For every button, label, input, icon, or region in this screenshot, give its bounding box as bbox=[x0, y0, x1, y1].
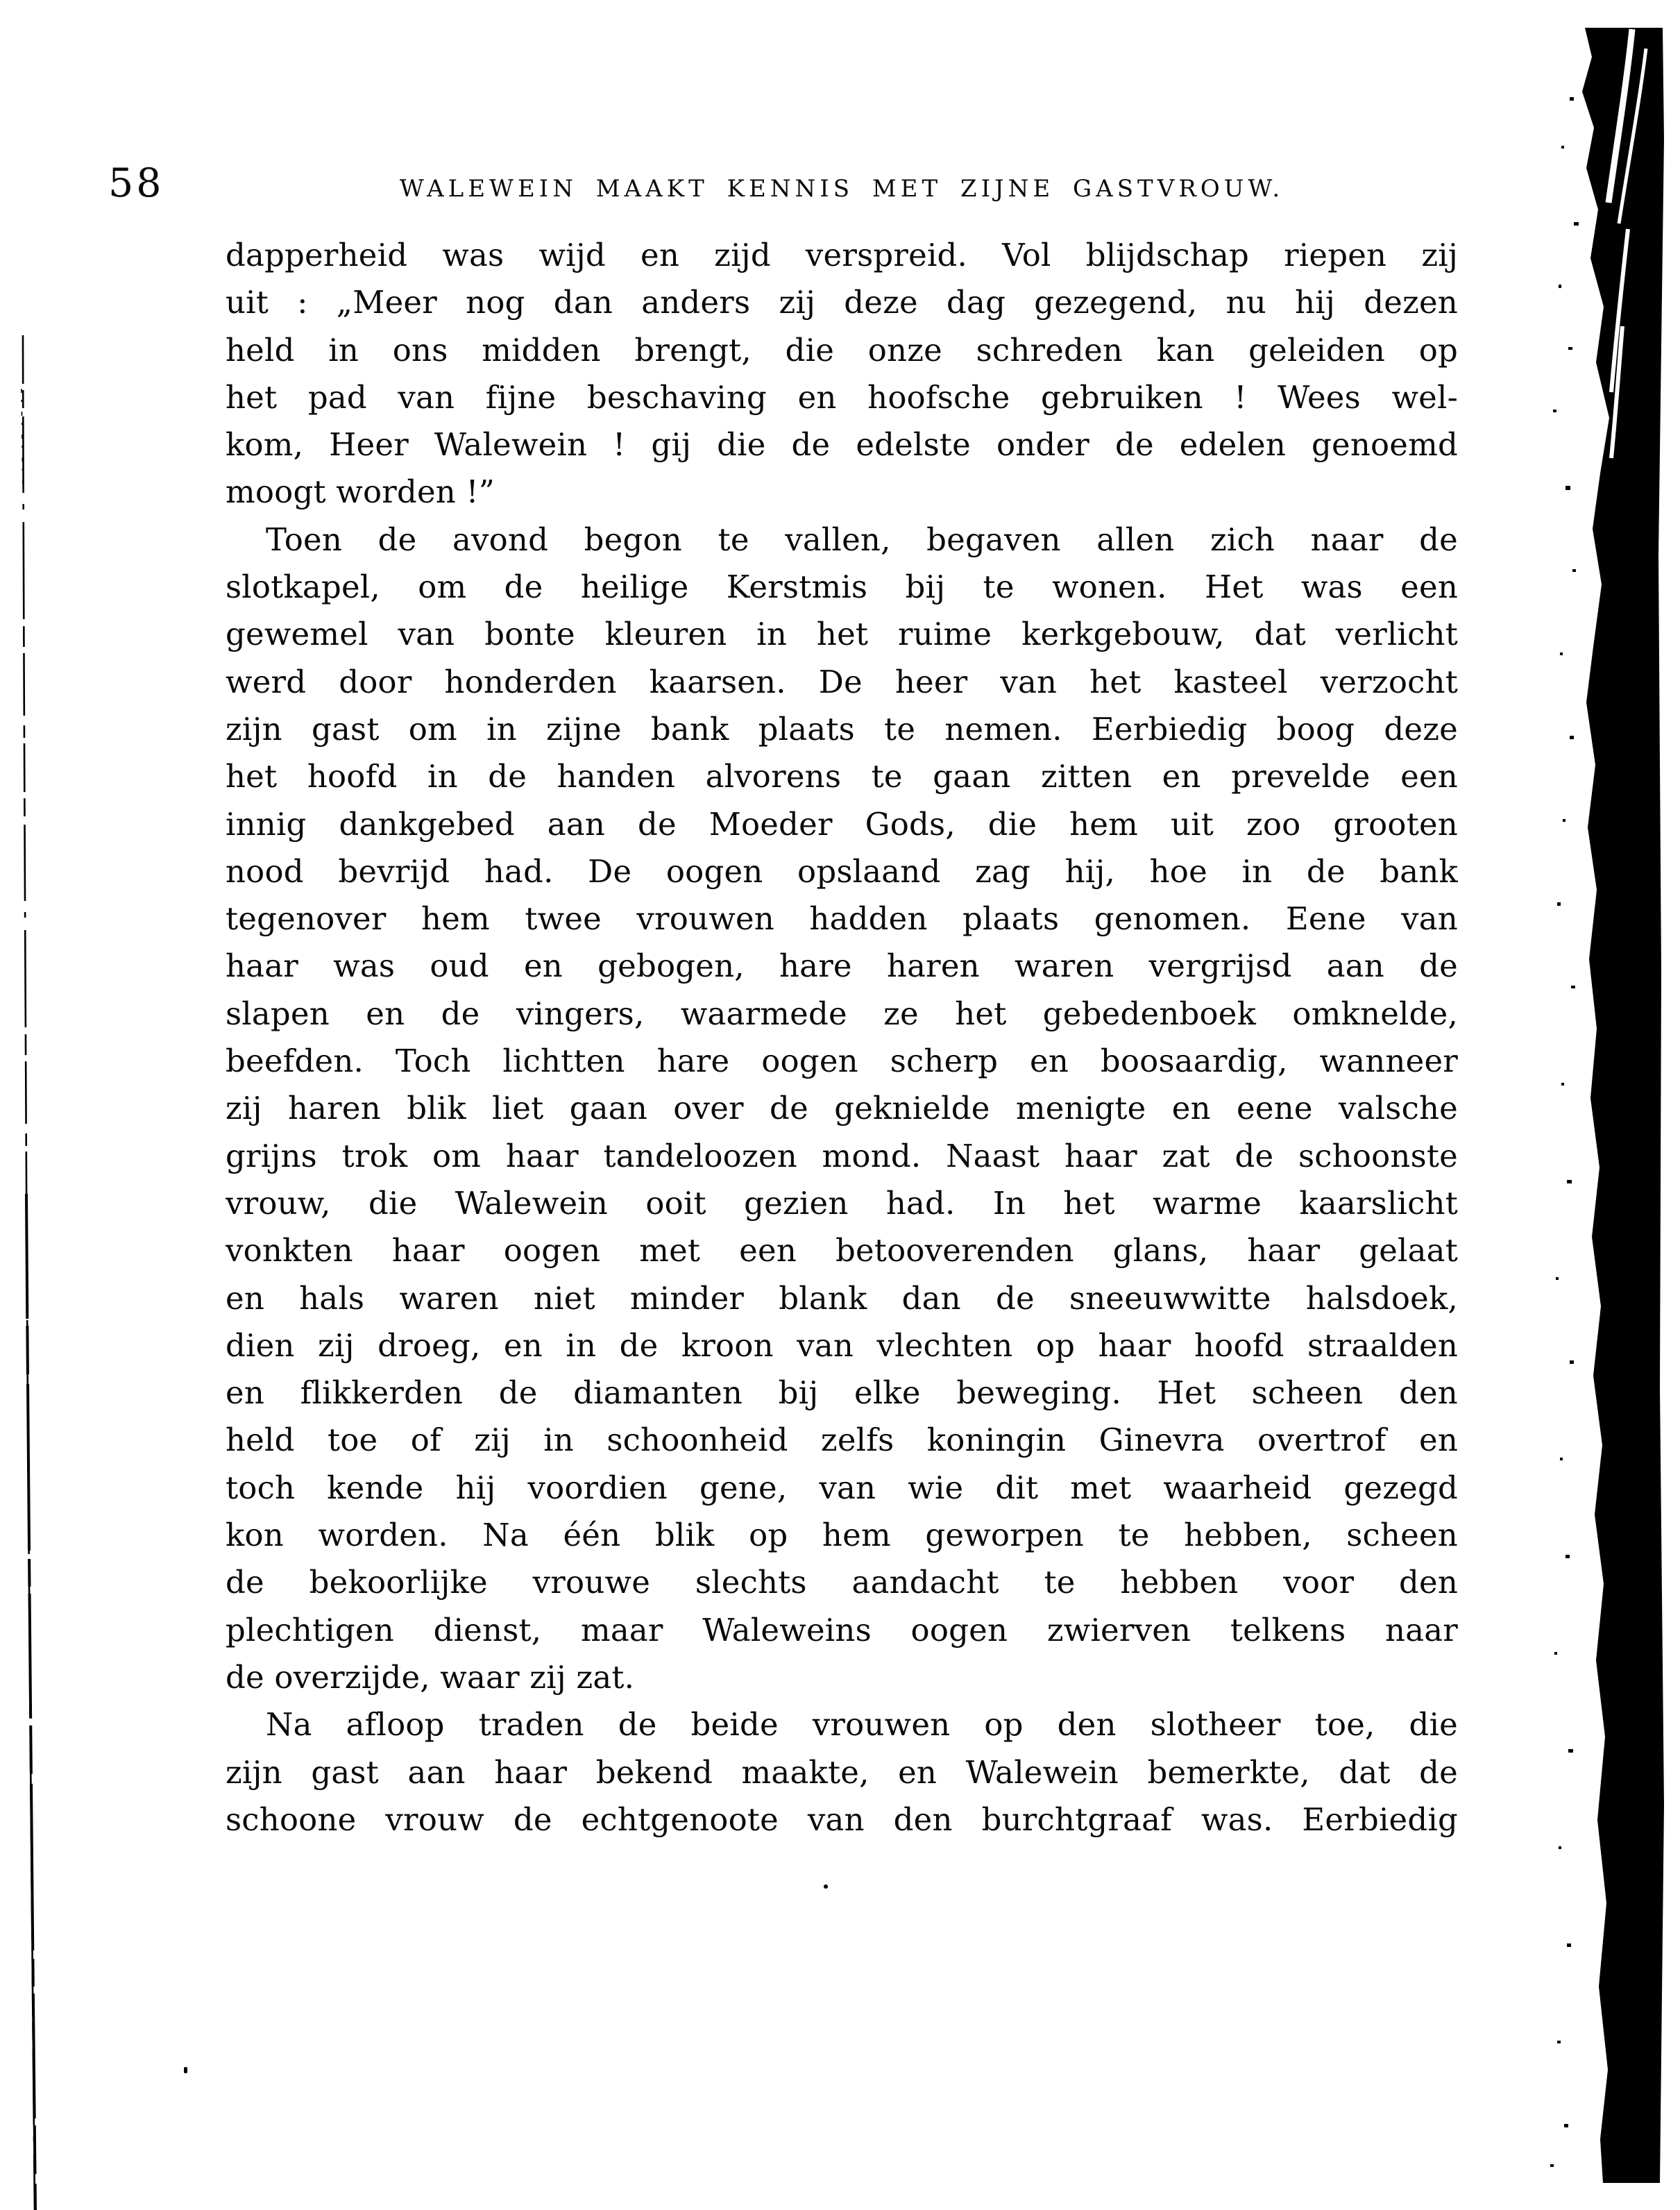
text-line: slapen en de vingers, waarmede ze het gebedenboek omknelde, bbox=[226, 995, 1458, 1032]
text-line: het pad van fijne beschaving en hoofsche gebruiken ! Wees wel- bbox=[226, 378, 1458, 416]
text-line: haar was oud en gebogen, hare haren waren vergrijsd aan de bbox=[226, 947, 1458, 985]
text-line: en hals waren niet minder blank dan de sneeuwwitte halsdoek, bbox=[226, 1279, 1458, 1317]
text-line: zijn gast om in zijne bank plaats te nemen. Eerbiedig boog deze bbox=[226, 710, 1458, 748]
scan-highlight-streak bbox=[1619, 49, 1646, 223]
scan-left-edge-line bbox=[22, 335, 35, 2210]
text-line: en flikkerden de diamanten bij elke beweging. Het scheen den bbox=[226, 1374, 1458, 1412]
text-line: zij haren blik liet gaan over de geknielde menigte en eene valsche bbox=[226, 1090, 1458, 1127]
scan-speckles bbox=[1550, 97, 1579, 2167]
text-line: toch kende hij voordien gene, van wie dit met waarheid gezegd bbox=[226, 1469, 1458, 1506]
text-line: kon worden. Na één blik op hem geworpen te hebben, scheen bbox=[226, 1517, 1458, 1554]
text-line: held in ons midden brengt, die onze schreden kan geleiden op bbox=[226, 331, 1458, 369]
text-line: slotkapel, om de heilige Kerstmis bij te wonen. Het was een bbox=[226, 568, 1458, 606]
page-number: 58 bbox=[108, 160, 164, 206]
paragraph bbox=[226, 232, 1458, 516]
text-line: vrouw, die Walewein ooit gezien had. In het warme kaarslicht bbox=[226, 1184, 1458, 1222]
text-line: dapperheid was wijd en zijd verspreid. Vol blijdschap riepen zij bbox=[226, 237, 1458, 273]
text-line: tegenover hem twee vrouwen hadden plaats genomen. Eene van bbox=[226, 900, 1458, 938]
paragraph bbox=[226, 1701, 1458, 1844]
scan-gutter-shadow bbox=[1550, 28, 1664, 2183]
text-line: grijns trok om haar tandeloozen mond. Naast haar zat de schoonste bbox=[226, 1137, 1458, 1174]
paragraph bbox=[226, 516, 1458, 1701]
text-line: nood bevrijd had. De oogen opslaand zag hij, hoe in de bank bbox=[226, 852, 1458, 890]
scan-highlight-streak bbox=[1611, 229, 1628, 458]
text-line: vonkten haar oogen met een betooverenden glans, haar gelaat bbox=[226, 1232, 1458, 1270]
text-line: held toe of zij in schoonheid zelfs koningin Ginevra overtrof en bbox=[226, 1422, 1458, 1459]
ink-speck bbox=[184, 1884, 828, 2073]
text-line: uit : „Meer nog dan anders zij deze dag gezegend, nu hij dezen bbox=[226, 284, 1458, 321]
text-line: het hoofd in de handen alvorens te gaan zitten en prevelde een bbox=[226, 758, 1458, 795]
running-title: WALEWEIN MAAKT KENNIS MET ZIJNE GASTVROUW. bbox=[399, 175, 1284, 203]
text-line: gewemel van bonte kleuren in het ruime kerkgebouw, dat verlicht bbox=[226, 616, 1458, 653]
text-line: zijn gast aan haar bekend maakte, en Walewein bemerkte, dat de bbox=[226, 1753, 1458, 1791]
text-line: plechtigen dienst, maar Waleweins oogen zwierven telkens naar bbox=[226, 1611, 1458, 1648]
text-line: innig dankgebed aan de Moeder Gods, die hem uit zoo grooten bbox=[226, 805, 1458, 843]
text-line: schoone vrouw de echtgenoote van den burchtgraaf was. Eerbiedig bbox=[226, 1800, 1458, 1838]
text-line: de overzijde, waar zij zat. bbox=[226, 1658, 635, 1696]
text-line: werd door honderden kaarsen. De heer van het kasteel verzocht bbox=[226, 663, 1458, 700]
text-block bbox=[226, 232, 1458, 1844]
scan-highlight-streak bbox=[1609, 29, 1632, 203]
text-line: de bekoorlijke vrouwe slechts aandacht te hebben voor den bbox=[226, 1564, 1458, 1601]
text-line: Na afloop traden de beide vrouwen op den slotheer toe, die bbox=[266, 1706, 1458, 1744]
text-line: kom, Heer Walewein ! gij die de edelste onder de edelen genoemd bbox=[226, 426, 1458, 464]
text-line: Toen de avond begon te vallen, begaven allen zich naar de bbox=[266, 521, 1458, 558]
text-line: moogt worden !” bbox=[226, 473, 495, 511]
text-line: beefden. Toch lichtten hare oogen scherp en boosaardig, wanneer bbox=[226, 1043, 1458, 1080]
text-line: dien zij droeg, en in de kroon van vlechten op haar hoofd straalden bbox=[226, 1326, 1458, 1364]
